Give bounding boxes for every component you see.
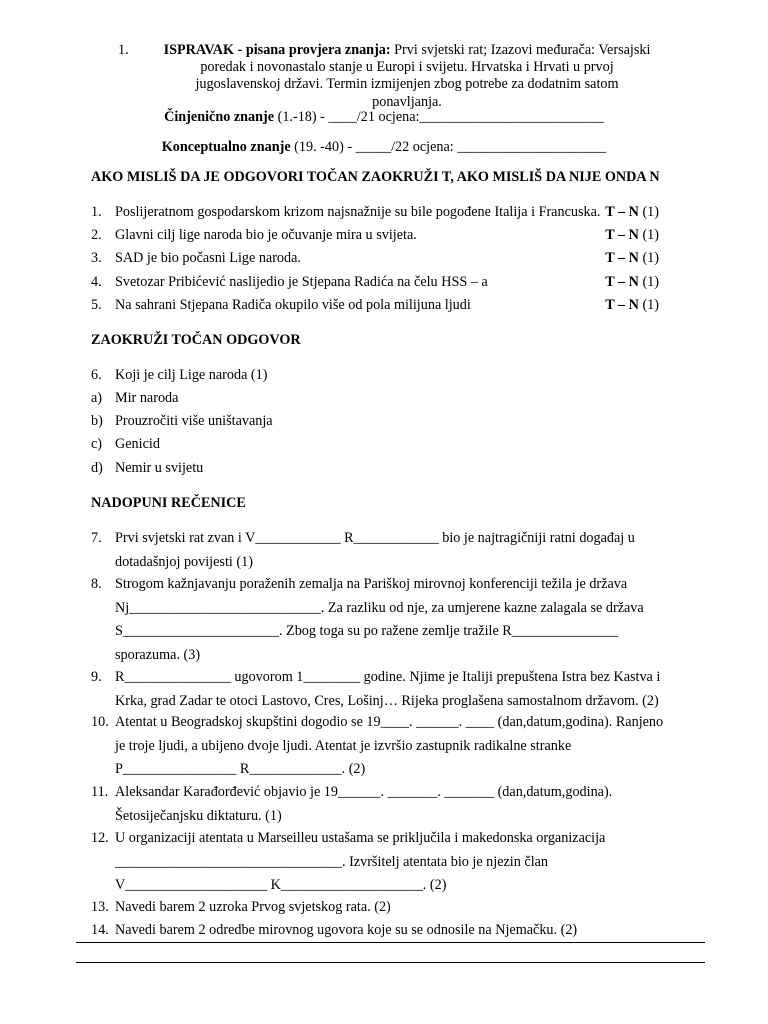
header-line3: jugoslavenskoj državi. Termin izmijenjen zbog potrebe za dodatnim satom [195,76,619,93]
tn-question [91,204,661,224]
tn-question [91,250,661,270]
question-line: V____________________ K____________________. (2) [115,877,447,893]
question-line: P________________ R_____________. (2) [115,761,366,777]
mc-question [91,367,661,387]
true-false-choice[interactable]: T – N (1) [605,250,659,266]
question-text: SAD je bio počasni Lige naroda. [115,250,301,266]
question-line: Krka, grad Zadar te otoci Lastovo, Cres, Lošinj… Rijeka proglašena samostalnom državom. (2) [115,692,659,709]
question-number: 2. [91,227,102,243]
header-line4: ponavljanja. [372,93,442,110]
header-text [142,42,672,111]
tn-question [91,227,661,247]
question-number: 3. [91,250,102,266]
answer-option[interactable] [91,390,661,410]
option-letter: b) [91,413,103,429]
question-number: 4. [91,274,102,290]
question-text: Koji je cilj Lige naroda (1) [115,367,268,383]
question-line: Atentat u Beogradskoj skupštini dogodio se 19____. ______. ____ (dan,datum,godina). Ranjeno [115,714,664,730]
header-number: 1. [118,42,129,58]
true-false-choice[interactable]: T – N (1) [605,297,659,313]
question-number: 7. [91,530,102,546]
true-false-choice[interactable]: T – N (1) [605,204,659,220]
question-line: Strogom kažnjavanju poraženih zemalja na Pariškoj mirovnoj konferenciji težila je država [115,576,628,592]
question-number: 13. [91,899,109,915]
question-line: Prvi svjetski rat zvan i V____________ R____________ bio je najtragičniji ratni događaj u [115,530,635,546]
factual-score-line [0,109,768,126]
option-letter: a) [91,390,103,406]
answer-line[interactable] [76,962,705,963]
question-line: ________________________________. Izvršitelj atentata bio je njezin član [115,853,549,870]
question-text: Na sahrani Stjepana Radiča okupilo više od pola milijuna ljudi [115,297,471,313]
question-line: sporazuma. (3) [115,646,201,663]
option-letter: d) [91,460,103,476]
question-line: Navedi barem 2 odredbe mirovnog ugovora koje su se odnosile na Njemačku. (2) [115,922,578,938]
question-number: 11. [91,784,109,800]
header-title: ISPRAVAK - pisana provjera znanja: [163,42,391,58]
answer-line[interactable] [76,942,705,943]
question-line: je troje ljudi, a ubijeno dvoje ljudi. Atentat je izvršio zastupnik radikalne stranke [115,737,572,754]
header-line1: Prvi svjetski rat; Izazovi međurača: Versajski [390,42,651,58]
question-text: Poslijeratnom gospodarskom krizom najsnažnije su bile pogođene Italija i Francuska. [115,204,601,220]
option-text: Mir naroda [115,390,179,406]
question-line: U organizaciji atentata u Marseilleu ustašama se priključila i makedonska organizacija [115,830,606,846]
true-false-choice[interactable]: T – N (1) [605,227,659,243]
section-title-multiple-choice: ZAOKRUŽI TOČAN ODGOVOR [91,332,301,348]
option-letter: c) [91,436,103,452]
question-line: S______________________. Zbog toga su po ražene zemlje tražile R_______________ [115,623,619,639]
factual-blank: (1.-18) - ____/21 ocjena:__________________________ [274,109,604,125]
question-number: 1. [91,204,102,220]
question-line: Navedi barem 2 uzroka Prvog svjetskog rata. (2) [115,899,391,915]
tn-question [91,274,661,294]
question-line: Aleksandar Karađorđević objavio je 19______. _______. _______ (dan,datum,godina). [115,784,613,800]
question-number: 8. [91,576,102,592]
question-number: 14. [91,922,109,938]
question-number: 12. [91,830,109,846]
question-text: Glavni cilj lige naroda bio je očuvanje mira u svijeta. [115,227,417,243]
question-number: 5. [91,297,102,313]
option-text: Genicid [115,436,160,452]
section-title-fill-in: NADOPUNI REČENICE [91,495,246,511]
question-line: dotadašnjoj povijesti (1) [115,553,253,570]
tn-question [91,297,661,317]
question-line: R_______________ ugovorom 1________ godine. Njime je Italiji prepuštena Istra bez Kastva i [115,669,661,685]
question-text: Svetozar Pribićević naslijedio je Stjepana Radića na čelu HSS – a [115,274,488,290]
question-number: 9. [91,669,102,685]
section-title-true-false: AKO MISLIŠ DA JE ODGOVORI TOČAN ZAOKRUŽI T, AKO MISLIŠ DA NIJE ONDA N [91,169,660,185]
conceptual-score-line [0,139,768,156]
option-text: Prouzročiti više uništavanja [115,413,273,429]
answer-option[interactable] [91,413,661,433]
option-text: Nemir u svijetu [115,460,204,476]
answer-option[interactable] [91,460,661,480]
question-line: Nj___________________________. Za razliku od nje, za umjerene kazne zalagala se država [115,599,644,616]
question-number: 6. [91,367,102,383]
factual-label: Činjenično znanje [164,109,275,125]
true-false-choice[interactable]: T – N (1) [605,274,659,290]
question-line: Šetosiječanjsku diktaturu. (1) [115,807,282,824]
conceptual-blank: (19. -40) - _____/22 ocjena: _____________________ [290,139,607,155]
conceptual-label: Konceptualno znanje [161,139,291,155]
header-line2: poredak i novonastalo stanje u Europi i svijetu. Hrvatska i Hrvati u prvoj [200,59,614,76]
answer-option[interactable] [91,436,661,456]
question-number: 10. [91,714,109,730]
